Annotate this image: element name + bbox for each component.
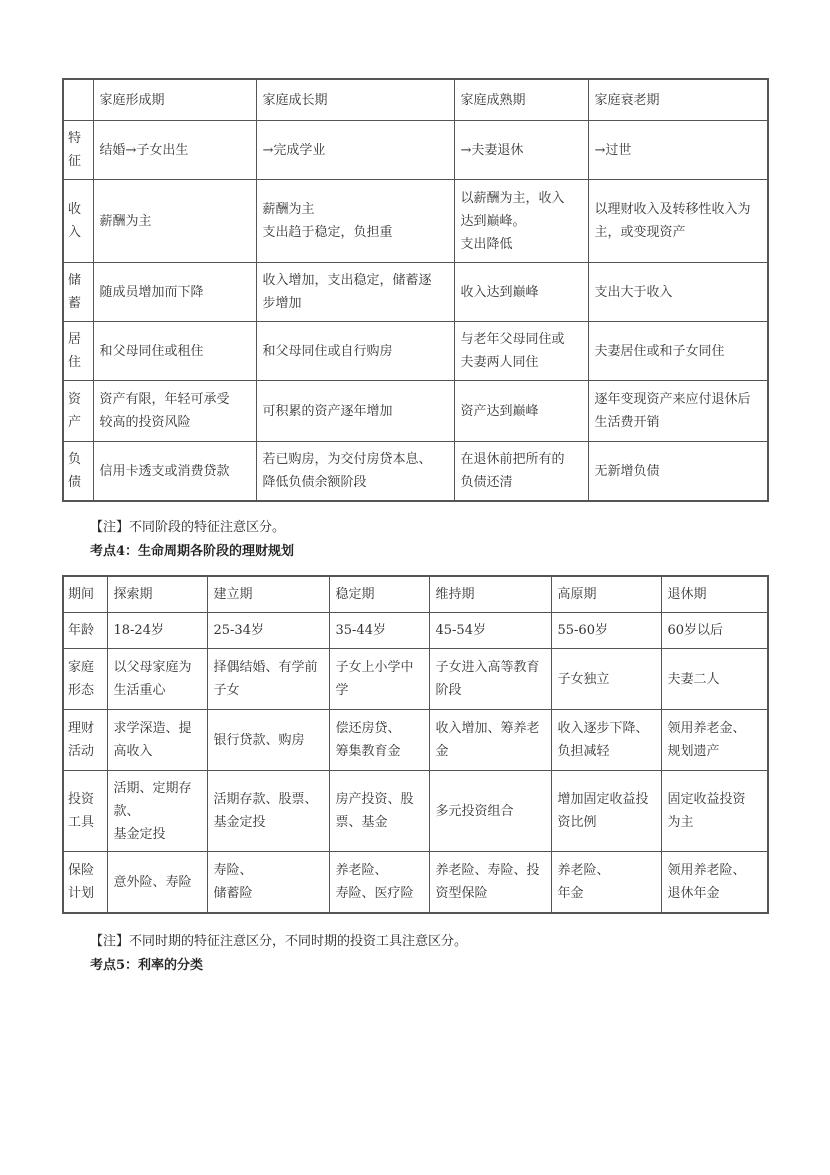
table-cell: 房产投资、股 票、基金	[329, 771, 429, 852]
table-cell: 25-34岁	[207, 613, 329, 649]
section-heading-5: 考点5：利率的分类	[90, 958, 204, 973]
table-cell: 增加固定收益投 资比例	[551, 771, 661, 852]
table-cell: →夫妻退休	[454, 121, 588, 180]
table-cell: 活期存款、股票、 基金定投	[207, 771, 329, 852]
table-cell: 领用养老险、 退休年金	[661, 852, 768, 914]
table-cell: 与老年父母同住或 夫妻两人同住	[454, 322, 588, 381]
header-cell: 维持期	[429, 576, 551, 613]
table-cell: 子女上小学中 学	[329, 649, 429, 710]
table-cell: 结婚→子女出生	[93, 121, 256, 180]
row-label: 保险 计划	[63, 852, 107, 914]
table-header-row	[63, 79, 768, 121]
header-cell: 家庭形成期	[93, 79, 256, 121]
table-row	[63, 442, 768, 502]
table-cell: 60岁以后	[661, 613, 768, 649]
table-cell: 收入逐步下降、 负担减轻	[551, 710, 661, 771]
table-cell: 固定收益投资 为主	[661, 771, 768, 852]
table-cell: 收入增加、筹养老 金	[429, 710, 551, 771]
header-cell	[63, 79, 93, 121]
header-cell: 退休期	[661, 576, 768, 613]
table-cell: 养老险、寿险、投 资型保险	[429, 852, 551, 914]
table-cell: 活期、定期存 款、 基金定投	[107, 771, 207, 852]
table-cell: 18-24岁	[107, 613, 207, 649]
table-cell: 支出大于收入	[588, 263, 768, 322]
table-cell: 若已购房，为交付房贷本息、 降低负债余额阶段	[256, 442, 454, 502]
header-cell: 期间	[63, 576, 107, 613]
table-cell: 随成员增加而下降	[93, 263, 256, 322]
family-lifecycle-table	[62, 78, 769, 502]
table-row	[63, 613, 768, 649]
table-cell: 夫妻居住或和子女同住	[588, 322, 768, 381]
header-cell: 家庭成熟期	[454, 79, 588, 121]
table-cell: 资产达到巅峰	[454, 381, 588, 442]
table-cell: 夫妻二人	[661, 649, 768, 710]
table-cell: 以父母家庭为 生活重心	[107, 649, 207, 710]
table-cell: 意外险、寿险	[107, 852, 207, 914]
table-cell: 薪酬为主 支出趋于稳定，负担重	[256, 180, 454, 263]
table-cell: 子女独立	[551, 649, 661, 710]
table-cell: 以理财收入及转移性收入为 主，或变现资产	[588, 180, 768, 263]
row-label: 年龄	[63, 613, 107, 649]
section-heading-4: 考点4：生命周期各阶段的理财规划	[90, 544, 295, 559]
table-row	[63, 263, 768, 322]
lifecycle-planning-table	[62, 575, 769, 914]
table-cell: 55-60岁	[551, 613, 661, 649]
table-row	[63, 121, 768, 180]
table-cell: 寿险、 储蓄险	[207, 852, 329, 914]
table-cell: 45-54岁	[429, 613, 551, 649]
table-row	[63, 322, 768, 381]
table-cell: 子女进入高等教育 阶段	[429, 649, 551, 710]
table-row	[63, 852, 768, 914]
header-cell: 高原期	[551, 576, 661, 613]
table-cell: 求学深造、提 高收入	[107, 710, 207, 771]
header-cell: 建立期	[207, 576, 329, 613]
table-cell: 收入增加，支出稳定，储蓄逐 步增加	[256, 263, 454, 322]
row-label: 收 入	[63, 180, 93, 263]
table-row	[63, 771, 768, 852]
table-cell: 可积累的资产逐年增加	[256, 381, 454, 442]
table-cell: 收入达到巅峰	[454, 263, 588, 322]
note-1: 【注】不同阶段的特征注意区分。	[90, 520, 286, 535]
table-cell: 择偶结婚、有学前 子女	[207, 649, 329, 710]
table-cell: →过世	[588, 121, 768, 180]
table-header-row	[63, 576, 768, 613]
row-label: 家庭 形态	[63, 649, 107, 710]
header-cell: 家庭衰老期	[588, 79, 768, 121]
note-2: 【注】不同时期的特征注意区分，不同时期的投资工具注意区分。	[90, 934, 468, 949]
table-cell: 资产有限，年轻可承受 较高的投资风险	[93, 381, 256, 442]
table-cell: 逐年变现资产来应付退休后 生活费开销	[588, 381, 768, 442]
header-cell: 家庭成长期	[256, 79, 454, 121]
header-cell: 稳定期	[329, 576, 429, 613]
table-cell: 偿还房贷、 筹集教育金	[329, 710, 429, 771]
table-cell: 信用卡透支或消费贷款	[93, 442, 256, 502]
row-label: 理财 活动	[63, 710, 107, 771]
row-label: 投资 工具	[63, 771, 107, 852]
table-cell: 养老险、 寿险、医疗险	[329, 852, 429, 914]
table-cell: 多元投资组合	[429, 771, 551, 852]
table-cell: 薪酬为主	[93, 180, 256, 263]
table-cell: 以薪酬为主，收入 达到巅峰。 支出降低	[454, 180, 588, 263]
table-cell: 领用养老金、 规划遗产	[661, 710, 768, 771]
row-label: 特 征	[63, 121, 93, 180]
table-cell: →完成学业	[256, 121, 454, 180]
table-cell: 和父母同住或租住	[93, 322, 256, 381]
table-cell: 35-44岁	[329, 613, 429, 649]
row-label: 资 产	[63, 381, 93, 442]
table-row	[63, 710, 768, 771]
table-row	[63, 649, 768, 710]
table-row	[63, 180, 768, 263]
row-label: 居 住	[63, 322, 93, 381]
row-label: 负 债	[63, 442, 93, 502]
table-cell: 在退休前把所有的 负债还清	[454, 442, 588, 502]
table-row	[63, 381, 768, 442]
table-cell: 无新增负债	[588, 442, 768, 502]
header-cell: 探索期	[107, 576, 207, 613]
table-cell: 和父母同住或自行购房	[256, 322, 454, 381]
row-label: 储 蓄	[63, 263, 93, 322]
table-cell: 养老险、 年金	[551, 852, 661, 914]
table-cell: 银行贷款、购房	[207, 710, 329, 771]
